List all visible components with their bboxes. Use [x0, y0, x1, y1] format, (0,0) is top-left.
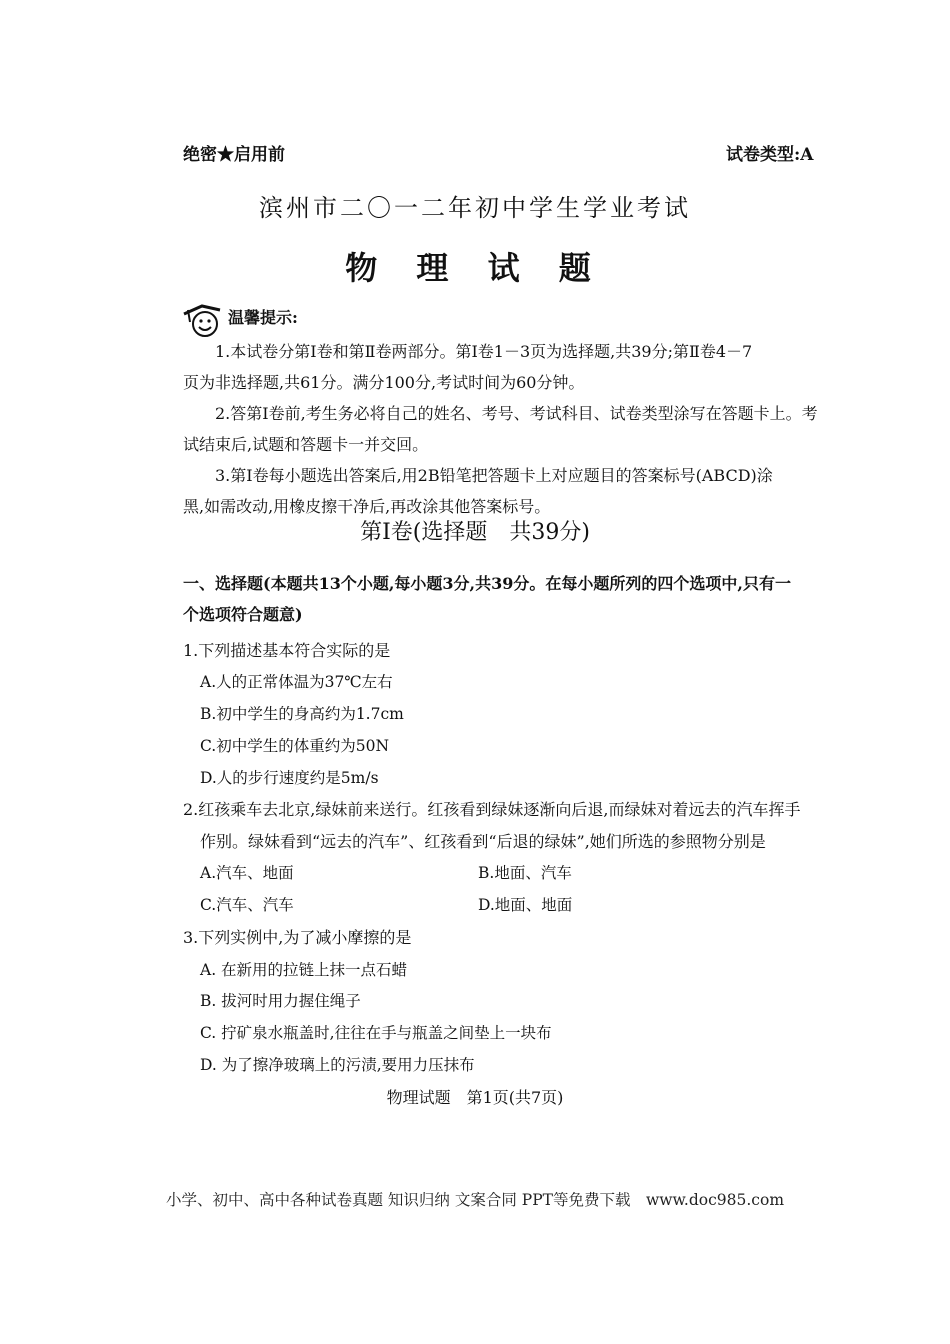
question-2-option-c: C.汽车、汽车 [200, 896, 294, 914]
tip-line: 试结束后,试题和答题卡一并交回。 [183, 435, 429, 454]
question-2-option-d: D.地面、地面 [478, 896, 573, 914]
question-1-option-b: B.初中学生的身高约为1.7cm [200, 705, 404, 723]
tip-line: 页为非选择题,共61分。满分100分,考试时间为60分钟。 [183, 373, 585, 392]
tip-line: 2.答第Ⅰ卷前,考生务必将自己的姓名、考号、考试科目、试卷类型涂写在答题卡上。考 [215, 404, 818, 423]
tips-heading: 温馨提示: [228, 308, 298, 327]
tips-body [183, 336, 835, 522]
question-3-option-c: C. 拧矿泉水瓶盖时,往往在手与瓶盖之间垫上一块布 [200, 1024, 552, 1042]
section-intro-line: 个选项符合题意) [183, 605, 303, 624]
question-3-option-a: A. 在新用的拉链上抹一点石蜡 [200, 961, 408, 979]
section-intro [183, 568, 791, 630]
paper-type-label: 试卷类型:A [726, 145, 814, 165]
watermark-text: 小学、初中、高中各种试卷真题 知识归纳 文案合同 PPT等免费下载 www.doc985.com [165, 1191, 785, 1209]
question-2-stem-cont: 作别。绿妹看到“远去的汽车”、红孩看到“后退的绿妹”,她们所选的参照物分别是 [200, 832, 766, 851]
question-3-option-d: D. 为了擦净玻璃上的污渍,要用力压抹布 [200, 1056, 475, 1074]
question-2-option-b: B.地面、汽车 [478, 864, 572, 882]
question-2-stem: 2.红孩乘车去北京,绿妹前来送行。红孩看到绿妹逐渐向后退,而绿妹对着远去的汽车挥手 [183, 800, 801, 819]
question-3-stem: 3.下列实例中,为了减小摩擦的是 [183, 928, 412, 947]
question-2-option-a: A.汽车、地面 [200, 864, 294, 882]
smiley-face-icon [178, 300, 224, 340]
question-1-stem: 1.下列描述基本符合实际的是 [183, 641, 391, 660]
section-intro-line: 一、选择题(本题共13个小题,每小题3分,共39分。在每小题所列的四个选项中,只有一 [183, 574, 791, 593]
subject-title: 物 理 试 题 [345, 249, 605, 287]
question-1-option-c: C.初中学生的体重约为50N [200, 737, 390, 755]
question-1-option-a: A.人的正常体温为37℃左右 [200, 673, 393, 691]
exam-title: 滨州市二〇一二年初中学生学业考试 [259, 194, 691, 222]
confidential-label: 绝密★启用前 [183, 145, 285, 165]
tip-line: 1.本试卷分第Ⅰ卷和第Ⅱ卷两部分。第Ⅰ卷1－3页为选择题,共39分;第Ⅱ卷4－7 [215, 342, 753, 361]
question-1-option-d: D.人的步行速度约是5m/s [200, 769, 379, 787]
tip-line: 3.第Ⅰ卷每小题选出答案后,用2B铅笔把答题卡上对应题目的答案标号(ABCD)涂 [215, 466, 773, 485]
question-3-option-b: B. 拔河时用力握住绳子 [200, 992, 361, 1010]
tip-line: 黑,如需改动,用橡皮擦干净后,再改涂其他答案标号。 [183, 497, 551, 516]
page-footer: 物理试题 第1页(共7页) [386, 1088, 564, 1107]
section-title: 第Ⅰ卷(选择题 共39分) [360, 520, 590, 545]
